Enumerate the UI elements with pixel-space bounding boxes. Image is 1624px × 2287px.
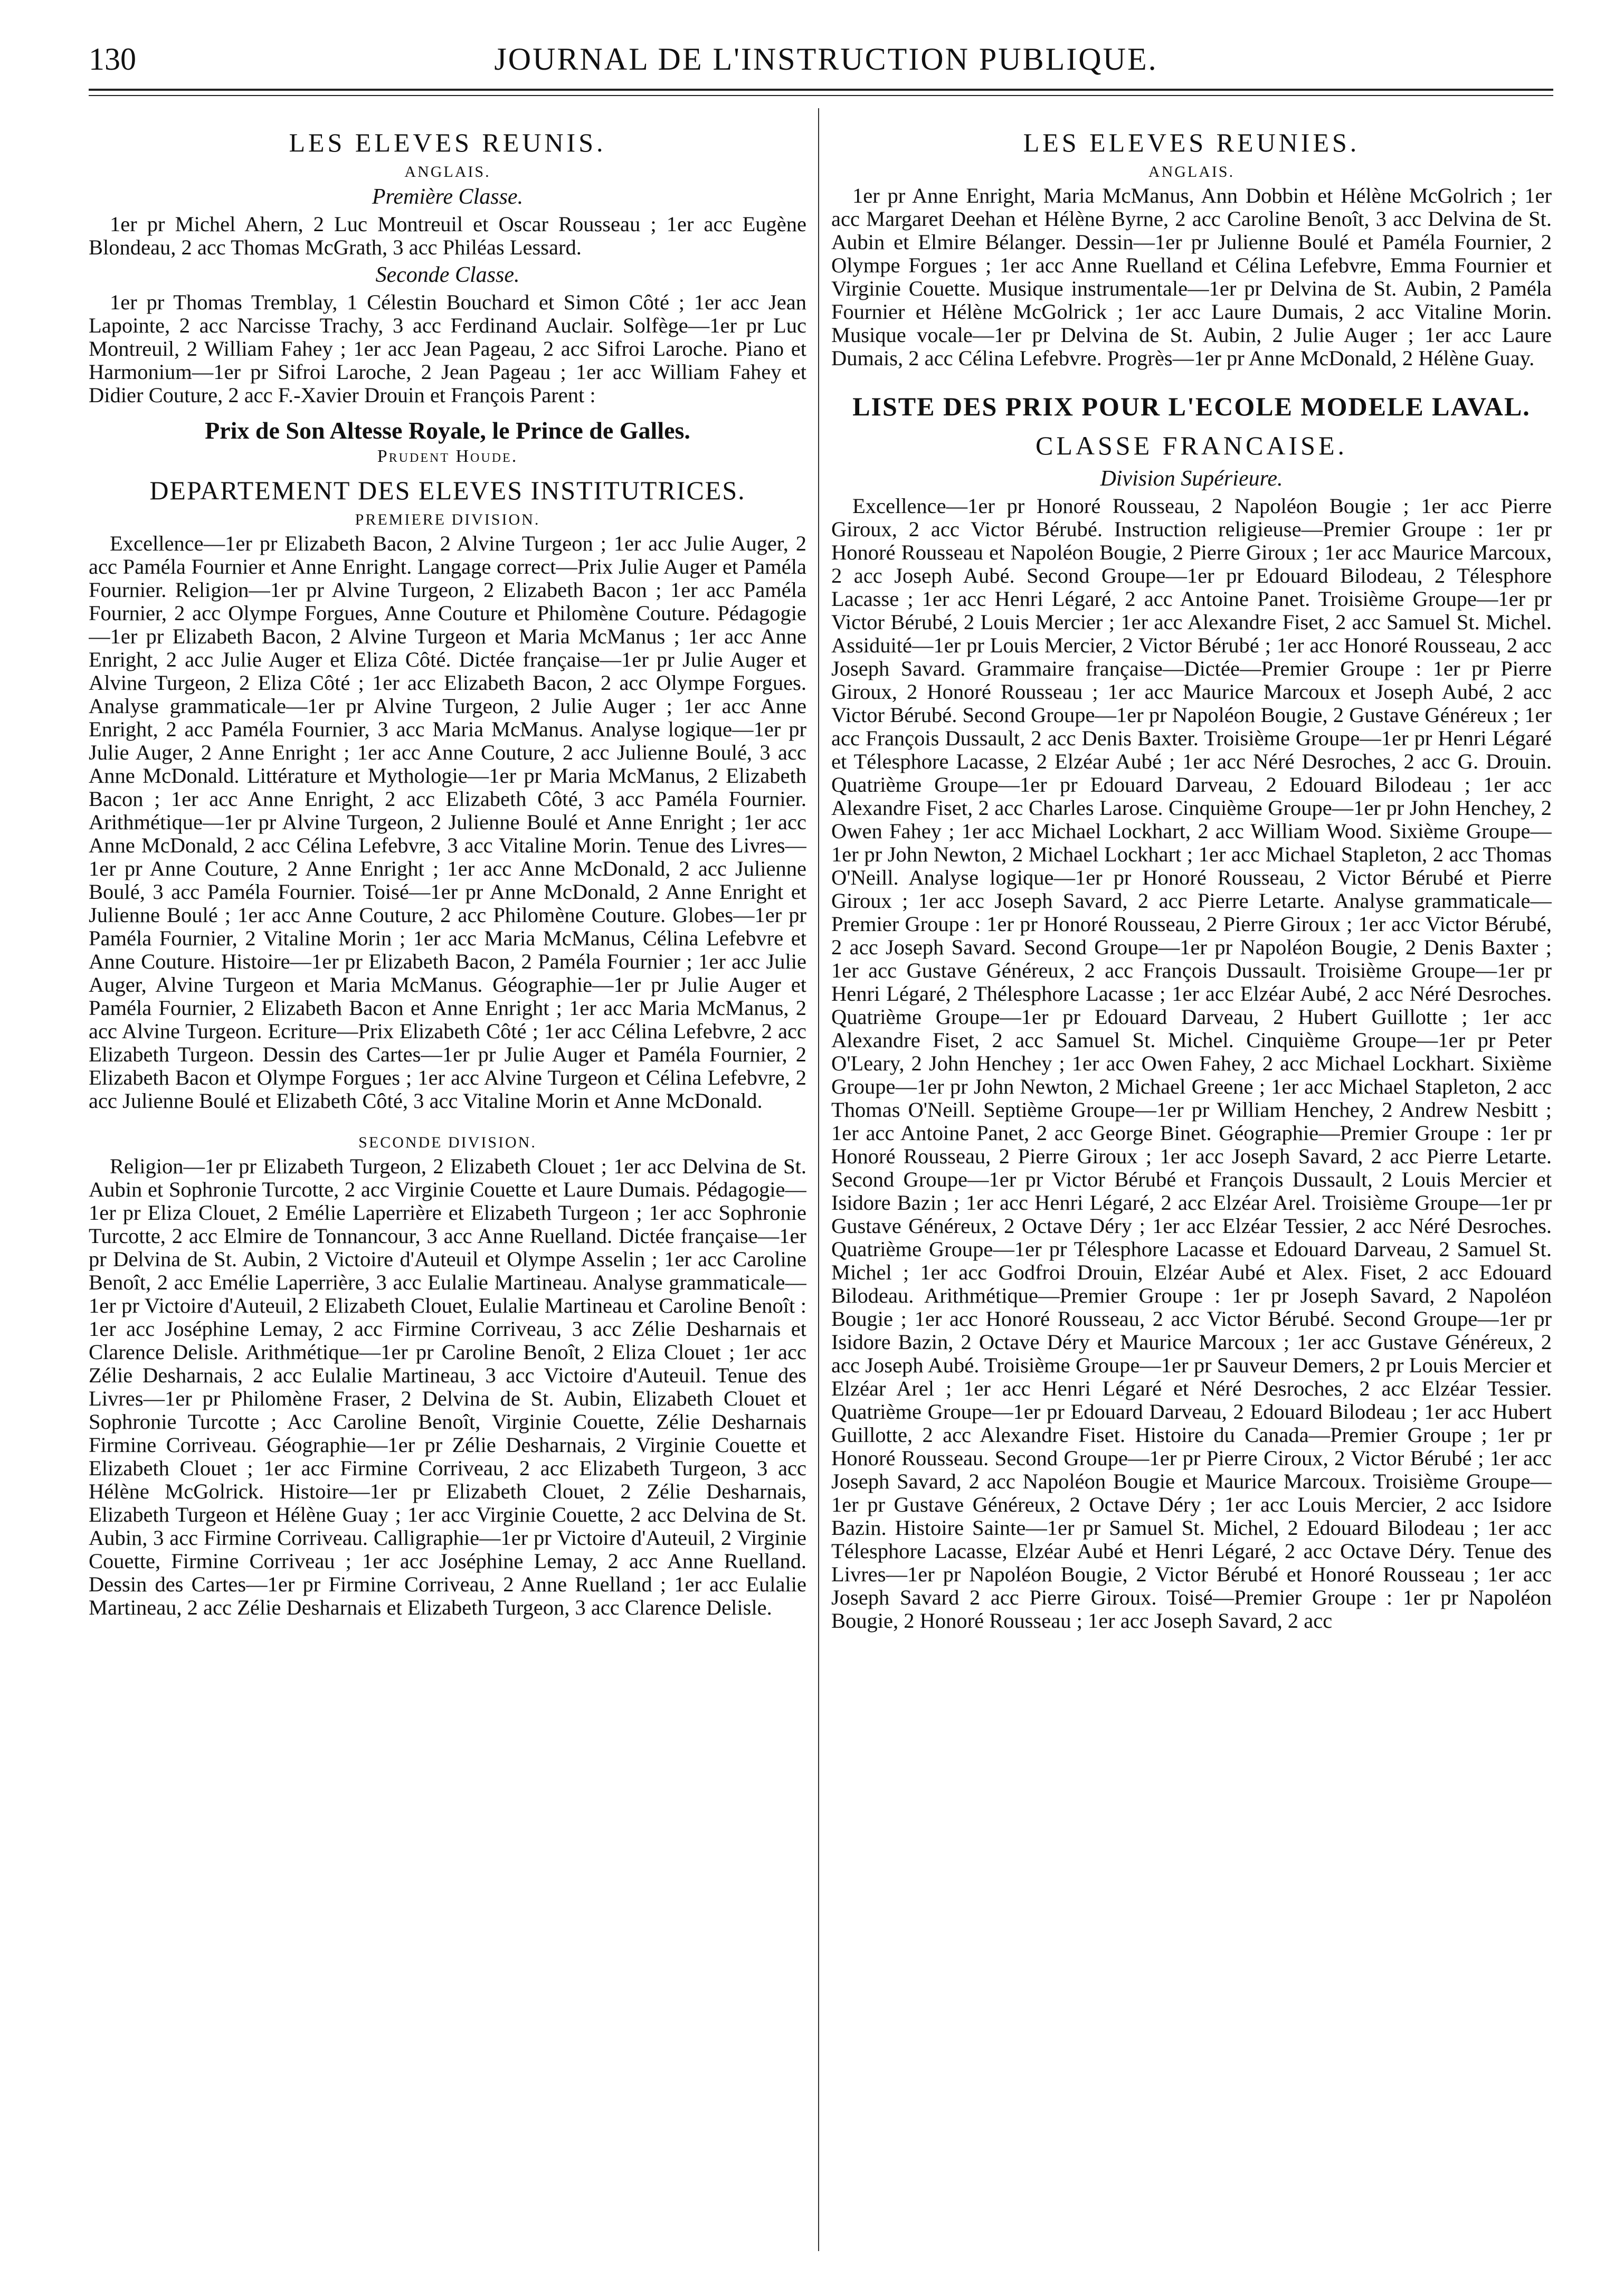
- division-heading-seconde: SECONDE DIVISION.: [358, 1134, 537, 1151]
- paragraph-seconde-classe: 1er pr Thomas Tremblay, 1 Célestin Bouchard et Simon Côté ; 1er acc Jean Lapointe, 2 acc Narcisse Trachy, 3 acc Ferdinand Auclair. Solfège—1er pr Luc Montreuil, 2 William Fahey ; 1er acc Jean Pageau, 2 acc Sifroi Laroche. Piano et Harmonium—1er pr Sifroi Laroche, 2 Jean Pageau ; 1er acc William Fahey et Didier Couture, 2 acc F.-Xavier Drouin et François Parent :: [89, 290, 806, 407]
- division-heading-superieure: Division Supérieure.: [1100, 467, 1283, 491]
- division-heading-premiere: PREMIERE DIVISION.: [355, 511, 540, 528]
- paragraph-premiere-classe: 1er pr Michel Ahern, 2 Luc Montreuil et Oscar Rousseau ; 1er acc Eugène Blondeau, 2 acc Thomas McGrath, 3 acc Philéas Lessard.: [89, 212, 806, 259]
- paragraph-premiere-division: Excellence—1er pr Elizabeth Bacon, 2 Alvine Turgeon ; 1er acc Julie Auger, 2 acc Paméla Fournier et Anne Enright. Langage correct—Prix Julie Auger et Paméla Fournier. Religion—1er pr Alvine Turgeon, 2 Elizabeth Bacon ; 1er acc Paméla Fournier, 2 acc Olympe Forgues, Anne Couture et Philomène Couture. Pédagogie—1er pr Elizabeth Bacon, 2 Alvine Turgeon et Maria McManus ; 1er acc Anne Enright, 2 acc Julie Auger et Eliza Côté. Dictée française—1er pr Julie Auger et Alvine Turgeon, 2 Eliza Côté ; 1er acc Elizabeth Bacon, 2 acc Olympe Forgues. Analyse grammaticale—1er pr Alvine Turgeon, 2 Julie Auger ; 1er acc Anne Enright, 2 acc Paméla Fournier, 3 acc Maria McManus. Analyse logique—1er pr Julie Auger, 2 Anne Enright ; 1er acc Anne Couture, 2 acc Julienne Boulé, 3 acc Anne McDonald. Littérature et Mythologie—1er pr Maria McManus, 2 Elizabeth Bacon ; 1er acc Anne Enright, 2 acc Elizabeth Côté, 3 acc Paméla Fournier. Arithmétique—1er pr Alvine Turgeon, 2 Julienne Boulé et Anne Enright ; 1er acc Anne McDonald, 2 acc Célina Lefebvre, 3 acc Vitaline Morin. Tenue des Livres—1er pr Anne Couture, 2 Anne Enright ; 1er acc Anne McDonald, 2 acc Julienne Boulé, 3 acc Paméla Fournier. Toisé—1er pr Anne McDonald, 2 Anne Enright et Julienne Boulé ; 1er acc Anne Couture, 2 acc Philomène Couture. Globes—1er pr Paméla Fournier, 2 Vitaline Morin ; 1er acc Maria McManus, Célina Lefebvre et Anne Couture. Histoire—1er pr Elizabeth Bacon, 2 Paméla Fournier ; 1er acc Julie Auger, Alvine Turgeon et Maria McManus. Géographie—1er pr Julie Auger et Paméla Fournier, 2 Elizabeth Bacon et Anne Enright ; 1er acc Maria McManus, 2 acc Alvine Turgeon. Ecriture—Prix Elizabeth Côté ; 1er acc Célina Lefebvre, 2 acc Elizabeth Turgeon. Dessin des Cartes—1er pr Julie Auger et Paméla Fournier, 2 Elizabeth Bacon et Olympe Forgues ; 1er acc Alvine Turgeon et Célina Lefebvre, 2 acc Julienne Boulé et Elizabeth Côté, 3 acc Vitaline Morin et Anne McDonald.: [89, 532, 806, 1113]
- section-title-eleves-reunis: LES ELEVES REUNIS.: [289, 128, 606, 157]
- class-heading-seconde: Seconde Classe.: [375, 263, 520, 287]
- paragraph-eleves-reunies: 1er pr Anne Enright, Maria McManus, Ann Dobbin et Hélène McGolrich ; 1er acc Margaret Deehan et Hélène Byrne, 2 acc Caroline Benoît, 3 acc Delvina de St. Aubin et Elmire Bélanger. Dessin—1er pr Julienne Boulé et Paméla Fournier, 2 Olympe Forgues ; 1er acc Anne Ruelland et Célina Lefebvre, Emma Fournier et Virginie Couette. Musique instrumentale—1er pr Delvina de St. Aubin, 2 Paméla Fournier et Hélène McGolrick ; 1er acc Laure Dumais, 2 acc Vitaline Morin. Musique vocale—1er pr Delvina de St. Aubin, 2 Julie Auger ; 1er acc Laure Dumais, 2 acc Célina Lefebvre. Progrès—1er pr Anne McDonald, 2 Hélène Guay.: [831, 184, 1552, 370]
- right-column: [831, 119, 1552, 2246]
- column-divider: [818, 108, 819, 2251]
- running-title: JOURNAL DE L'INSTRUCTION PUBLIQUE.: [494, 42, 1158, 77]
- prize-title: Prix de Son Altesse Royale, le Prince de Galles.: [205, 417, 690, 444]
- top-rule-thin: [89, 95, 1553, 96]
- left-column: [89, 119, 806, 2246]
- page-number: 130: [89, 42, 136, 77]
- paragraph-ecole-modele: Excellence—1er pr Honoré Rousseau, 2 Napoléon Bougie ; 1er acc Pierre Giroux, 2 acc Victor Bérubé. Instruction religieuse—Premier Groupe : 1er pr Honoré Rousseau et Napoléon Bougie, 2 Pierre Giroux ; 1er acc Maurice Marcoux, 2 acc Joseph Aubé. Second Groupe—1er pr Edouard Bilodeau, 2 Télesphore Lacasse ; 1er acc Henri Légaré, 2 acc Antoine Panet. Troisième Groupe—1er pr Victor Bérubé, 2 Louis Mercier ; 1er acc Alexandre Fiset, 2 acc Samuel St. Michel. Assiduité—1er pr Louis Mercier, 2 Victor Bérubé ; 1er acc Honoré Rousseau, 2 acc Joseph Savard. Grammaire française—Dictée—Premier Groupe : 1er pr Pierre Giroux, 2 Honoré Rousseau ; 1er acc Maurice Marcoux et Joseph Aubé, 2 acc Victor Bérubé. Second Groupe—1er pr Napoléon Bougie, 2 Gustave Généreux ; 1er acc François Dussault, 2 acc Denis Baxter. Troisième Groupe—1er pr Henri Légaré et Télesphore Lacasse, 2 Elzéar Aubé ; 1er acc Néré Desroches, 2 acc G. Drouin. Quatrième Groupe—1er pr Edouard Darveau, 2 Edouard Bilodeau ; 1er acc Alexandre Fiset, 2 acc Charles Larose. Cinquième Groupe—1er pr John Henchey, 2 Owen Fahey ; 1er acc Michael Lockhart, 2 acc William Wood. Sixième Groupe—1er pr John Newton, 2 Michael Lockhart ; 1er acc Michael Stapleton, 2 acc Thomas O'Neill. Analyse logique—1er pr Honoré Rousseau, 2 Victor Bérubé et Pierre Giroux ; 1er acc Joseph Savard, 2 acc Pierre Letarte. Analyse grammaticale—Premier Groupe : 1er pr Honoré Rousseau, 2 Pierre Giroux ; 1er acc Victor Bérubé, 2 acc Joseph Savard. Second Groupe—1er pr Napoléon Bougie, 2 Denis Baxter ; 1er acc Gustave Généreux, 2 acc François Dussault. Troisième Groupe—1er pr Henri Légaré, 2 Thélesphore Lacasse ; 1er acc Elzéar Aubé, 2 acc Néré Desroches. Quatrième Groupe—1er pr Edouard Darveau, 2 Hubert Guillotte ; 1er acc Alexandre Fiset, 2 acc Samuel St. Michel. Cinquième Groupe—1er pr Peter O'Leary, 2 John Henchey ; 1er acc Owen Fahey, 2 acc Michael Lockhart. Sixième Groupe—1er pr John Newton, 2 Michael Greene ; 1er acc Michael Stapleton, 2 acc Thomas O'Neill. Septième Groupe—1er pr William Henchey, 2 Andrew Nesbitt ; 1er acc Antoine Panet, 2 acc George Binet. Géographie—Premier Groupe : 1er pr Honoré Rousseau, 2 Pierre Giroux ; 1er acc Joseph Savard, 2 acc Pierre Letarte. Second Groupe—1er pr Victor Bérubé et François Dussault, 2 Louis Mercier et Isidore Bazin ; 1er acc Henri Légaré, 2 acc Elzéar Arel. Troisième Groupe—1er pr Gustave Généreux, 2 Octave Déry ; 1er acc Elzéar Tessier, 2 acc Néré Desroches. Quatrième Groupe—1er pr Télesphore Lacasse et Edouard Darveau, 2 Samuel St. Michel ; 1er acc Godfroi Drouin, Elzéar Aubé et Alex. Fiset, 2 acc Edouard Bilodeau. Arithmétique—Premier Groupe : 1er pr Joseph Savard, 2 Napoléon Bougie ; 1er acc Honoré Rousseau, 2 acc Victor Bérubé. Second Groupe—1er pr Isidore Bazin, 2 Octave Déry et Maurice Marcoux ; 1er acc Gustave Généreux, 2 acc Joseph Aubé. Troisième Groupe—1er pr Sauveur Demers, 2 pr Louis Mercier et Elzéar Arel ; 1er acc Henri Légaré et Néré Desroches, 2 acc Elzéar Tessier. Quatrième Groupe—1er pr Edouard Darveau, 2 Edouard Bilodeau ; 1er acc Hubert Guillotte, 2 acc Alexandre Fiset. Histoire du Canada—Premier Groupe ; 1er pr Honoré Rousseau. Second Groupe—1er pr Pierre Ciroux, 2 Victor Bérubé ; 1er acc Joseph Savard, 2 acc Napoléon Bougie et Maurice Marcoux. Troisième Groupe—1er pr Gustave Généreux, 2 Octave Déry ; 1er acc Louis Mercier, 2 acc Isidore Bazin. Histoire Sainte—1er pr Samuel St. Michel, 2 Edouard Bilodeau ; 1er acc Télesphore Lacasse, Elzéar Aubé et Henri Légaré, 2 acc Octave Déry. Tenue des Livres—1er pr Napoléon Bougie, 2 Victor Bérubé et Honoré Rousseau ; 1er acc Joseph Savard 2 acc Pierre Giroux. Toisé—Premier Groupe : 1er pr Napoléon Bougie, 2 Honoré Rousseau ; 1er acc Joseph Savard, 2 acc: [831, 494, 1552, 1633]
- language-label: ANGLAIS.: [1148, 163, 1235, 181]
- prize-winner: Prudent Houde.: [377, 447, 518, 466]
- classe-heading: CLASSE FRANCAISE.: [1036, 431, 1347, 460]
- class-heading-premiere: Première Classe.: [372, 185, 524, 209]
- top-rule: [89, 89, 1553, 91]
- section-title-eleves-reunies: LES ELEVES REUNIES.: [1023, 128, 1360, 157]
- language-label: ANGLAIS.: [404, 163, 491, 181]
- section-title-institutrices: DEPARTEMENT DES ELEVES INSTITUTRICES.: [149, 476, 746, 505]
- section-title-ecole-modele: LISTE DES PRIX POUR L'ECOLE MODELE LAVAL.: [852, 392, 1531, 421]
- paragraph-seconde-division: Religion—1er pr Elizabeth Turgeon, 2 Elizabeth Clouet ; 1er acc Delvina de St. Aubin et Sophronie Turcotte, 2 acc Virginie Couette et Laure Dumais. Pédagogie—1er pr Eliza Clouet, 2 Emélie Laperrière et Elizabeth Turgeon ; 1er acc Sophronie Turcotte, 2 acc Elmire de Tonnancour, 3 acc Anne Ruelland. Dictée française—1er pr Delvina de St. Aubin, 2 Victoire d'Auteuil et Olympe Asselin ; 1er acc Caroline Benoît, 2 acc Emélie Laperrière, 3 acc Eulalie Martineau. Analyse grammaticale—1er pr Victoire d'Auteuil, 2 Elizabeth Clouet, Eulalie Martineau et Caroline Benoît : 1er acc Joséphine Lemay, 2 acc Firmine Corriveau, 3 acc Zélie Desharnais et Clarence Delisle. Arithmétique—1er pr Caroline Benoît, 2 Eliza Clouet ; 1er acc Zélie Desharnais, 2 acc Eulalie Martineau, 3 acc Victoire d'Auteuil. Tenue des Livres—1er pr Philomène Fraser, 2 Delvina de St. Aubin, Elizabeth Clouet et Sophronie Turcotte ; Acc Caroline Benoît, Virginie Couette, Zélie Desharnais Firmine Corriveau. Géographie—1er pr Zélie Desharnais, 2 Virginie Couette et Elizabeth Clouet ; 1er acc Firmine Corriveau, 2 acc Elizabeth Turgeon, 3 acc Hélène McGolrick. Histoire—1er pr Elizabeth Clouet, 2 Zélie Desharnais, Elizabeth Turgeon et Hélène Guay ; 1er acc Virginie Couette, 2 acc Delvina de St. Aubin, 3 acc Firmine Corriveau. Calligraphie—1er pr Victoire d'Auteuil, 2 Virginie Couette, Firmine Corriveau ; 1er acc Joséphine Lemay, 2 acc Anne Ruelland. Dessin des Cartes—1er pr Firmine Corriveau, 2 Anne Ruelland ; 1er acc Eulalie Martineau, 2 acc Zélie Desharnais et Elizabeth Turgeon, 3 acc Clarence Delisle.: [89, 1154, 806, 1619]
